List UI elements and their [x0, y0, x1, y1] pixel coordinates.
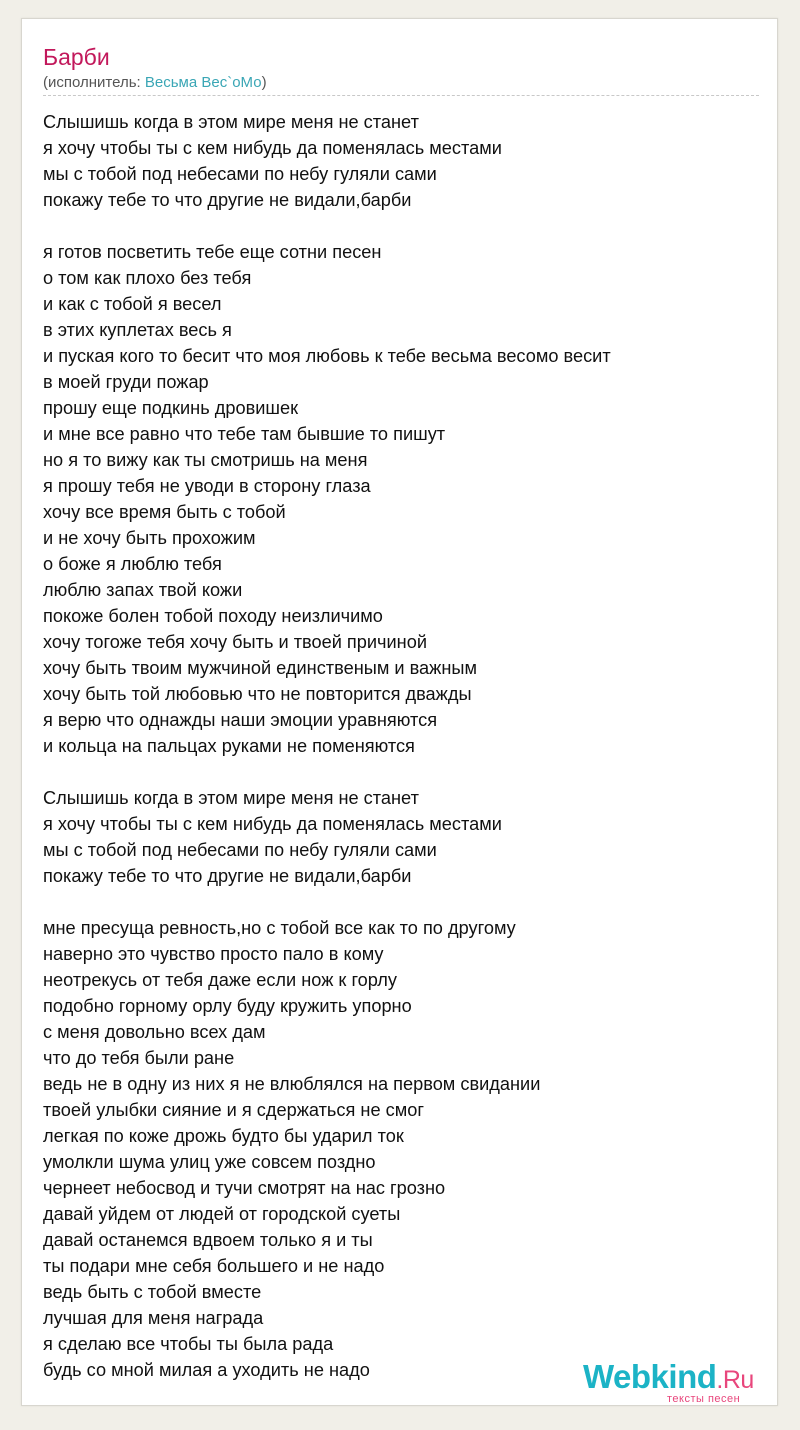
lyric-line: и пуская кого то бесит что моя любовь к тебе весьма весомо весит	[43, 346, 611, 366]
lyric-line: подобно горному орлу буду кружить упорно	[43, 996, 412, 1016]
artist-prefix: (исполнитель:	[43, 74, 145, 91]
lyric-line: что до тебя были ране	[43, 1048, 235, 1068]
title-divider	[43, 95, 759, 96]
artist-suffix: )	[261, 74, 267, 91]
site-logo[interactable]	[583, 1359, 783, 1409]
lyric-line: я хочу чтобы ты с кем нибудь да поменялась местами	[43, 814, 502, 834]
lyric-line: о боже я люблю тебя	[43, 554, 222, 574]
lyric-line: я хочу чтобы ты с кем нибудь да поменялась местами	[43, 138, 502, 158]
logo-main-text: Webkind	[583, 1358, 717, 1395]
lyric-line: мы с тобой под небесами по небу гуляли сами	[43, 840, 437, 860]
logo-domain-text: .Ru	[716, 1366, 754, 1394]
lyric-line: я верю что однажды наши эмоции уравняются	[43, 710, 438, 730]
lyric-line: покоже болен тобой походу неизличимо	[43, 606, 383, 626]
lyric-line: я сделаю все чтобы ты была рада	[43, 1334, 334, 1354]
lyric-line: прошу еще подкинь дровишек	[43, 398, 299, 418]
lyric-line: неотрекусь от тебя даже если нож к горлу	[43, 970, 397, 990]
lyric-line: будь со мной милая а уходить не надо	[43, 1360, 370, 1380]
lyric-line: о том как плохо без тебя	[43, 268, 252, 288]
lyric-line: Слышишь когда в этом мире меня не станет	[43, 788, 419, 808]
lyric-line	[43, 213, 759, 239]
lyric-line: наверно это чувство просто пало в кому	[43, 944, 384, 964]
lyric-line: ведь быть с тобой вместе	[43, 1282, 262, 1302]
lyric-line: люблю запах твой кожи	[43, 580, 243, 600]
lyric-line: и не хочу быть прохожим	[43, 528, 256, 548]
lyric-line: и мне все равно что тебе там бывшие то пишут	[43, 424, 446, 444]
lyric-line: хочу тогоже тебя хочу быть и твоей причиной	[43, 632, 427, 652]
artist-line	[43, 74, 267, 92]
lyric-line: покажу тебе то что другие не видали,барби	[43, 190, 412, 210]
lyric-line: легкая по коже дрожь будто бы ударил ток	[43, 1126, 404, 1146]
song-title: Барби	[43, 44, 110, 70]
lyric-line: в моей груди пожар	[43, 372, 209, 392]
lyric-line: и кольца на пальцах руками не поменяются	[43, 736, 415, 756]
lyric-line: я готов посветить тебе еще сотни песен	[43, 242, 382, 262]
lyric-line: но я то вижу как ты смотришь на меня	[43, 450, 368, 470]
lyric-line	[43, 889, 759, 915]
lyric-line: ведь не в одну из них я не влюблялся на первом свидании	[43, 1074, 541, 1094]
lyric-line: давай останемся вдвоем только я и ты	[43, 1230, 373, 1250]
lyric-line: давай уйдем от людей от городской суеты	[43, 1204, 401, 1224]
lyrics-text	[43, 109, 759, 1383]
lyric-line: я прошу тебя не уводи в сторону глаза	[43, 476, 371, 496]
logo-subtitle: тексты песен	[667, 1393, 741, 1405]
artist-link[interactable]: Весьма Вес`оМо	[144, 74, 262, 91]
lyric-line: Слышишь когда в этом мире меня не станет	[43, 112, 419, 132]
lyric-line: и как с тобой я весел	[43, 294, 222, 314]
lyric-line: чернеет небосвод и тучи смотрят на нас грозно	[43, 1178, 446, 1198]
lyric-line: твоей улыбки сияние и я сдержаться не смог	[43, 1100, 424, 1120]
lyric-line: в этих куплетах весь я	[43, 320, 232, 340]
lyric-line: лучшая для меня награда	[43, 1308, 264, 1328]
lyric-line: мы с тобой под небесами по небу гуляли сами	[43, 164, 437, 184]
lyric-line: хочу быть той любовью что не повторится дважды	[43, 684, 472, 704]
lyric-line: хочу быть твоим мужчиной единственым и важным	[43, 658, 477, 678]
lyric-line: ты подари мне себя большего и не надо	[43, 1256, 385, 1276]
lyrics-card	[21, 18, 778, 1406]
lyric-line: покажу тебе то что другие не видали,барби	[43, 866, 412, 886]
lyric-line: умолкли шума улиц уже совсем поздно	[43, 1152, 376, 1172]
lyric-line: с меня довольно всех дам	[43, 1022, 266, 1042]
lyric-line: хочу все время быть с тобой	[43, 502, 286, 522]
lyric-line: мне пресуща ревность,но с тобой все как то по другому	[43, 918, 516, 938]
lyric-line	[43, 759, 759, 785]
